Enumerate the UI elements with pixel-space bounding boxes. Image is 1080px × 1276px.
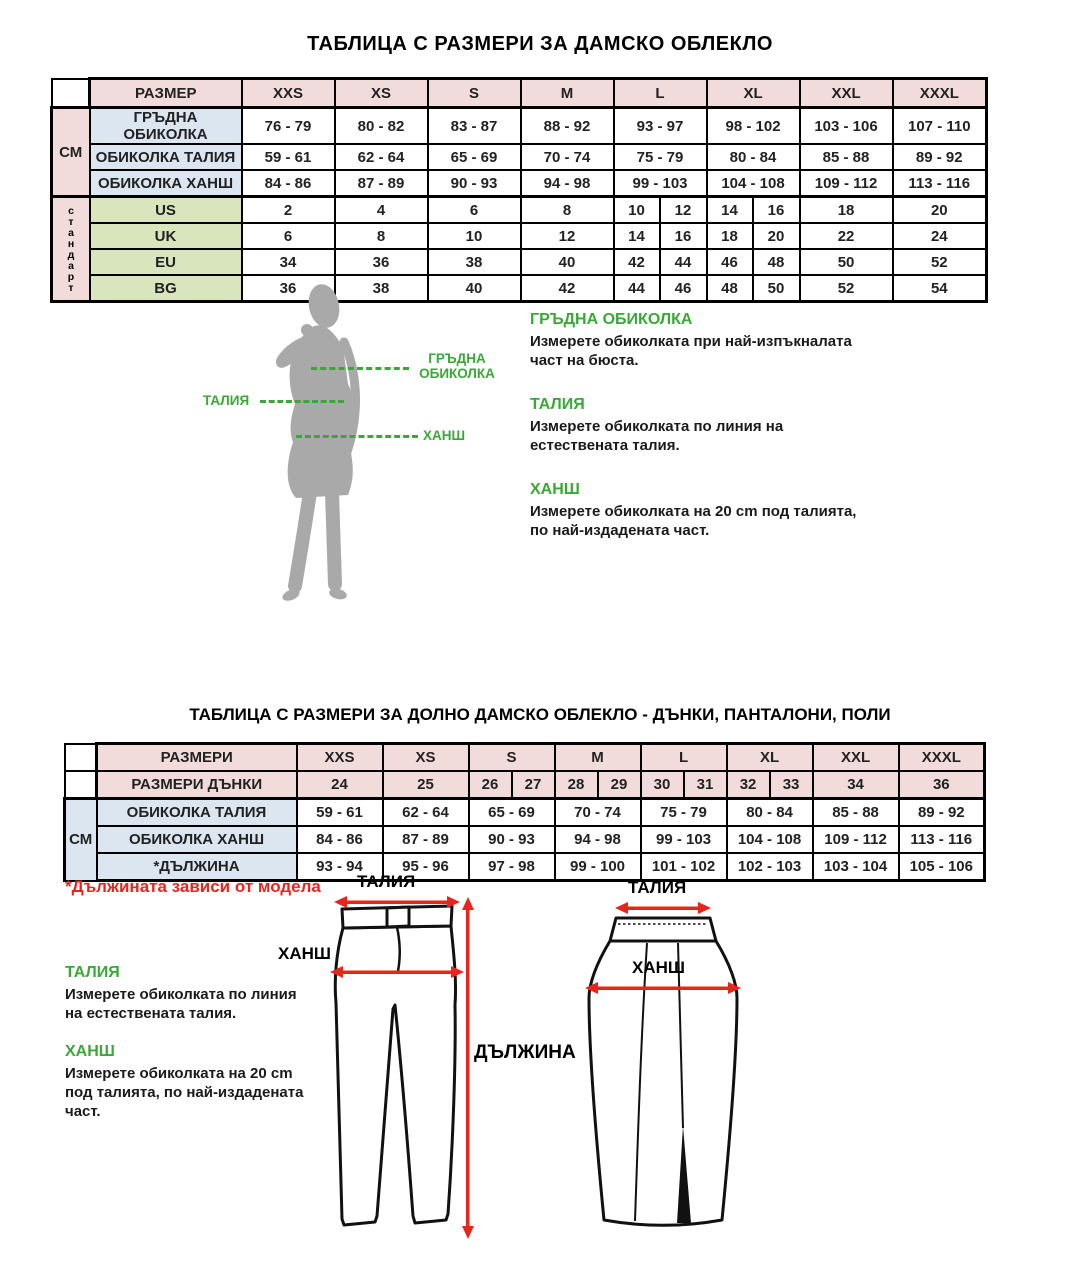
skirt-body [589,941,737,1225]
size-value-cell: 101 - 102 [641,853,727,881]
size-value-cell: 62 - 64 [383,799,469,827]
size-value-cell: 70 - 74 [521,144,614,170]
size-value-cell: 90 - 93 [469,826,555,853]
cm-gutter-cell: СМ [65,799,97,881]
size-value-cell: 84 - 86 [242,170,335,197]
size-value-cell: 94 - 98 [521,170,614,197]
size-value-cell: 2 [242,197,335,224]
cm-gutter-cell: СМ [52,108,90,197]
woman-silhouette-figure [258,280,398,610]
guide-heading: ХАНШ [65,1043,115,1060]
corner-spacer [65,744,97,772]
jeans-size-cell: 26 [469,771,512,799]
guide-text-line: по най-издадената част. [530,522,710,539]
size-value-cell: 109 - 112 [800,170,893,197]
size-value-cell: 103 - 106 [800,108,893,145]
size-value-cell: 4 [335,197,428,224]
size-value-cell: 65 - 69 [428,144,521,170]
size-value-cell: 75 - 79 [641,799,727,827]
size-value-cell: 103 - 104 [813,853,899,881]
table-row [52,79,987,108]
size-value-cell: 22 [800,223,893,249]
size-value-cell: 14 [614,223,660,249]
size-value-cell: 59 - 61 [297,799,383,827]
size-value-cell: 59 - 61 [242,144,335,170]
table-row [65,744,985,772]
women-bottoms-size-table [63,742,986,882]
size-value-cell: 14 [707,197,753,224]
guide-heading: ГРЪДНА ОБИКОЛКА [530,311,693,328]
jeans-size-cell: 27 [512,771,555,799]
bottom-measure-guide [65,964,375,1141]
size-value-cell: 107 - 110 [893,108,987,145]
measure-guide [530,311,930,566]
size-value-cell: 62 - 64 [335,144,428,170]
row-label-length: *ДЪЛЖИНА [97,853,297,881]
size-value-cell: 16 [753,197,800,224]
size-value-cell: 70 - 74 [555,799,641,827]
size-value-cell: 90 - 93 [428,170,521,197]
guide-section-waist [65,964,375,1023]
size-value-cell: 98 - 102 [707,108,800,145]
size-value-cell: 104 - 108 [707,170,800,197]
pants-button-tab [387,907,409,927]
size-col-header: L [614,79,707,108]
guide-text-line: Измерете обиколката по линия на [530,418,784,435]
size-value-cell: 48 [753,249,800,275]
guide-text-line: Измерете обиколката на 20 cm [65,1065,293,1082]
figure-bust-label-line1: ГРЪДНА [428,351,486,366]
guide-text-line: Измерете обиколката при най-изпъкналата [530,333,852,350]
size-value-cell: 93 - 97 [614,108,707,145]
pants-length-label: ДЪЛЖИНА [474,1042,576,1063]
size-value-cell: 113 - 116 [893,170,987,197]
waist-arrow [625,907,701,911]
pants-hip-label: ХАНШ [278,944,331,963]
jeans-size-cell: 25 [383,771,469,799]
waist-dashed-line [260,400,344,403]
waist-arrow [344,901,450,905]
jeans-size-cell: 32 [727,771,770,799]
length-arrow [466,907,470,1229]
table-row [52,249,987,275]
size-col-header: XXS [297,744,383,772]
size-value-cell: 44 [660,249,707,275]
size-value-cell: 87 - 89 [383,826,469,853]
table-row [65,826,985,853]
table1-title: ТАБЛИЦА С РАЗМЕРИ ЗА ДАМСКО ОБЛЕКЛО [307,33,773,55]
size-value-cell: 6 [428,197,521,224]
jeans-size-cell: 36 [899,771,985,799]
figure-bust-label-line2: ОБИКОЛКА [419,366,495,381]
guide-text-line: на естествената талия. [65,1005,237,1022]
size-value-cell: 109 - 112 [813,826,899,853]
jeans-size-cell: 28 [555,771,598,799]
skirt-waistband [610,918,716,941]
guide-section-hip [530,481,930,540]
size-value-cell: 24 [893,223,987,249]
figure-hip-label: ХАНШ [423,428,466,443]
size-value-cell: 89 - 92 [893,144,987,170]
size-value-cell: 52 [800,275,893,302]
size-col-header: L [641,744,727,772]
size-value-cell: 38 [428,249,521,275]
size-value-cell: 94 - 98 [555,826,641,853]
guide-text-line: част на бюста. [530,352,639,369]
table-row [52,170,987,197]
size-value-cell: 40 [428,275,521,302]
skirt-waist-label: ТАЛИЯ [628,878,687,897]
size-value-cell: 50 [800,249,893,275]
guide-text-line: естествената талия. [530,437,680,454]
row-label-bg: BG [90,275,242,302]
size-value-cell: 104 - 108 [727,826,813,853]
guide-heading: ТАЛИЯ [65,964,120,981]
guide-heading: ХАНШ [530,481,580,498]
bust-dashed-line [311,367,409,370]
size-value-cell: 99 - 103 [641,826,727,853]
size-value-cell: 20 [753,223,800,249]
size-value-cell: 8 [335,223,428,249]
size-value-cell: 85 - 88 [813,799,899,827]
size-value-cell: 46 [660,275,707,302]
corner-spacer [65,771,97,799]
size-value-cell: 42 [614,249,660,275]
size-value-cell: 52 [893,249,987,275]
size-value-cell: 89 - 92 [899,799,985,827]
women-clothing-size-table [50,77,988,303]
size-value-cell: 76 - 79 [242,108,335,145]
table-row [65,799,985,827]
hip-dashed-line [296,435,418,438]
size-value-cell: 16 [660,223,707,249]
size-col-header: XL [727,744,813,772]
size-value-cell: 93 - 94 [297,853,383,881]
size-value-cell: 8 [521,197,614,224]
size-value-cell: 97 - 98 [469,853,555,881]
table-row [52,223,987,249]
size-header-label: РАЗМЕР [90,79,242,108]
pants-diagram [330,893,480,1243]
size-value-cell: 38 [335,275,428,302]
hip-arrow [593,987,733,991]
row-label-hip: ОБИКОЛКА ХАНШ [90,170,242,197]
size-col-header: XXL [800,79,893,108]
size-value-cell: 54 [893,275,987,302]
length-note: *Дължината зависи от модела [65,877,321,896]
size-value-cell: 18 [800,197,893,224]
size-col-header: XL [707,79,800,108]
size-col-header: S [428,79,521,108]
size-value-cell: 34 [242,249,335,275]
row-label-hip: ОБИКОЛКА ХАНШ [97,826,297,853]
skirt-hip-label: ХАНШ [632,958,685,977]
size-col-header: XXXL [899,744,985,772]
row-label-bust: ГРЪДНА ОБИКОЛКА [90,108,242,145]
skirt-diagram [583,888,743,1238]
table-row [52,275,987,302]
jeans-size-cell: 24 [297,771,383,799]
size-col-header: XS [383,744,469,772]
size-value-cell: 80 - 84 [727,799,813,827]
size-value-cell: 46 [707,249,753,275]
size-col-header: M [555,744,641,772]
table-row [52,108,987,145]
size-value-cell: 80 - 82 [335,108,428,145]
pants-waist-label: ТАЛИЯ [357,872,416,891]
size-value-cell: 75 - 79 [614,144,707,170]
size-col-header: S [469,744,555,772]
jeans-sizes-label: РАЗМЕРИ ДЪНКИ [97,771,297,799]
size-value-cell: 48 [707,275,753,302]
size-value-cell: 113 - 116 [899,826,985,853]
table-row [52,197,987,224]
row-label-eu: EU [90,249,242,275]
row-label-uk: UK [90,223,242,249]
size-value-cell: 80 - 84 [707,144,800,170]
size-value-cell: 10 [428,223,521,249]
size-value-cell: 12 [660,197,707,224]
size-value-cell: 42 [521,275,614,302]
guide-text-line: Измерете обиколката на 20 cm под талията, [530,503,857,520]
sizes-header-label: РАЗМЕРИ [97,744,297,772]
table2-title: ТАБЛИЦА С РАЗМЕРИ ЗА ДОЛНО ДАМСКО ОБЛЕКЛО - ДЪНКИ, ПАНТАЛОНИ, ПОЛИ [189,705,891,724]
size-value-cell: 10 [614,197,660,224]
table-row [65,771,985,799]
size-value-cell: 36 [335,249,428,275]
size-value-cell: 84 - 86 [297,826,383,853]
size-value-cell: 99 - 103 [614,170,707,197]
size-col-header: XS [335,79,428,108]
row-label-waist: ОБИКОЛКА ТАЛИЯ [97,799,297,827]
size-col-header: XXXL [893,79,987,108]
standard-group-label: стандарт [65,205,77,293]
size-col-header: XXS [242,79,335,108]
jeans-size-cell: 30 [641,771,684,799]
jeans-size-cell: 34 [813,771,899,799]
size-value-cell: 50 [753,275,800,302]
size-col-header: XXL [813,744,899,772]
jeans-size-cell: 29 [598,771,641,799]
size-value-cell: 20 [893,197,987,224]
guide-text-line: под талията, по най-издадената [65,1084,304,1101]
hip-arrow [338,971,456,975]
size-value-cell: 87 - 89 [335,170,428,197]
size-value-cell: 44 [614,275,660,302]
standard-gutter-cell [52,197,90,302]
size-value-cell: 36 [242,275,335,302]
guide-text-line: част. [65,1103,101,1120]
row-label-us: US [90,197,242,224]
size-value-cell: 102 - 103 [727,853,813,881]
figure-waist-label: ТАЛИЯ [203,393,250,408]
size-value-cell: 83 - 87 [428,108,521,145]
size-value-cell: 95 - 96 [383,853,469,881]
size-value-cell: 99 - 100 [555,853,641,881]
size-value-cell: 88 - 92 [521,108,614,145]
size-value-cell: 85 - 88 [800,144,893,170]
figure-bust-label [413,351,501,381]
jeans-size-cell: 33 [770,771,813,799]
table-row [52,144,987,170]
guide-section-hip [65,1043,375,1121]
guide-heading: ТАЛИЯ [530,396,585,413]
size-value-cell: 6 [242,223,335,249]
guide-text-line: Измерете обиколката по линия [65,986,297,1003]
size-value-cell: 40 [521,249,614,275]
jeans-size-cell: 31 [684,771,727,799]
guide-section-bust [530,311,930,370]
size-col-header: M [521,79,614,108]
size-value-cell: 65 - 69 [469,799,555,827]
size-value-cell: 18 [707,223,753,249]
row-label-waist: ОБИКОЛКА ТАЛИЯ [90,144,242,170]
size-value-cell: 12 [521,223,614,249]
size-value-cell: 105 - 106 [899,853,985,881]
guide-section-waist [530,396,930,455]
corner-spacer [52,79,90,108]
